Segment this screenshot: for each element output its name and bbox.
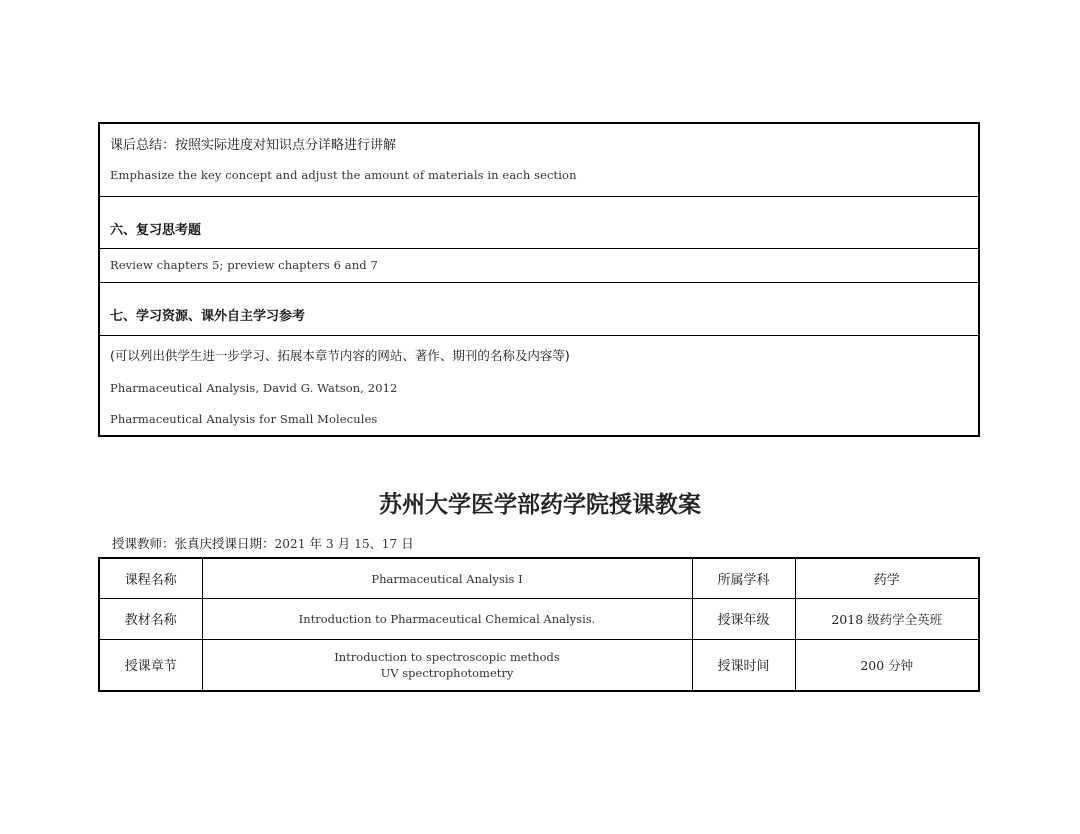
duration-value <box>795 639 979 691</box>
date-label: 授课日期： <box>212 536 275 551</box>
date-year-suffix: 年 <box>309 536 322 551</box>
course-name-label: 课程名称 <box>99 558 202 599</box>
date-day-suffix: 日 <box>401 536 414 551</box>
resources-row <box>100 335 978 435</box>
table-row <box>99 639 979 691</box>
review-heading: 六、复习思考题 <box>110 223 202 238</box>
grade-suffix: 级药学全英班 <box>867 611 943 627</box>
document-title: 苏州大学医学部药学院授课教案 <box>379 491 701 518</box>
grade-label: 授课年级 <box>692 599 795 640</box>
chapter-line-2: UV spectrophotometry <box>380 665 514 680</box>
date-year: 2021 <box>274 537 306 551</box>
course-info-table <box>98 557 980 692</box>
chapter-label: 授课章节 <box>99 639 202 691</box>
discipline-value: 药学 <box>795 558 979 599</box>
textbook-label: 教材名称 <box>99 599 202 640</box>
discipline-label: 所属学科 <box>692 558 795 599</box>
teacher-label: 授课教师：张真庆 <box>112 536 213 551</box>
course-name-value: Pharmaceutical Analysis I <box>202 558 692 599</box>
resources-note: (可以列出供学生进一步学习、拓展本章节内容的网站、著作、期刊的名称及内容等) <box>110 348 570 363</box>
grade-value <box>795 599 979 640</box>
date-month-suffix: 月 <box>337 536 351 551</box>
review-text: Review chapters 5; preview chapters 6 and 7 <box>110 258 378 272</box>
teacher-date-line <box>112 534 414 552</box>
review-text-row <box>100 248 978 282</box>
grade-year: 2018 <box>831 611 864 627</box>
summary-label: 课后总结：按照实际进度对知识点分详略进行讲解 <box>110 138 397 153</box>
resources-heading: 七、学习资源、课外自主学习参考 <box>110 309 306 324</box>
duration-number: 200 <box>860 657 885 673</box>
date-month: 3 <box>325 537 334 551</box>
resource-item: Pharmaceutical Analysis, David G. Watson, 2012 <box>110 381 398 395</box>
chapter-value <box>202 639 692 691</box>
date-days: 15、17 <box>354 537 398 551</box>
summary-row <box>100 124 978 196</box>
table-row <box>99 599 979 640</box>
duration-unit: 分钟 <box>888 657 914 673</box>
review-heading-row <box>100 196 978 248</box>
resources-heading-row <box>100 282 978 335</box>
upper-section-box <box>98 122 980 437</box>
chapter-line-1: Introduction to spectroscopic methods <box>334 649 560 664</box>
resource-item: Pharmaceutical Analysis for Small Molecules <box>110 412 378 426</box>
textbook-value: Introduction to Pharmaceutical Chemical Analysis. <box>202 599 692 640</box>
duration-label: 授课时间 <box>692 639 795 691</box>
summary-text: Emphasize the key concept and adjust the amount of materials in each section <box>110 168 577 182</box>
table-row <box>99 558 979 599</box>
